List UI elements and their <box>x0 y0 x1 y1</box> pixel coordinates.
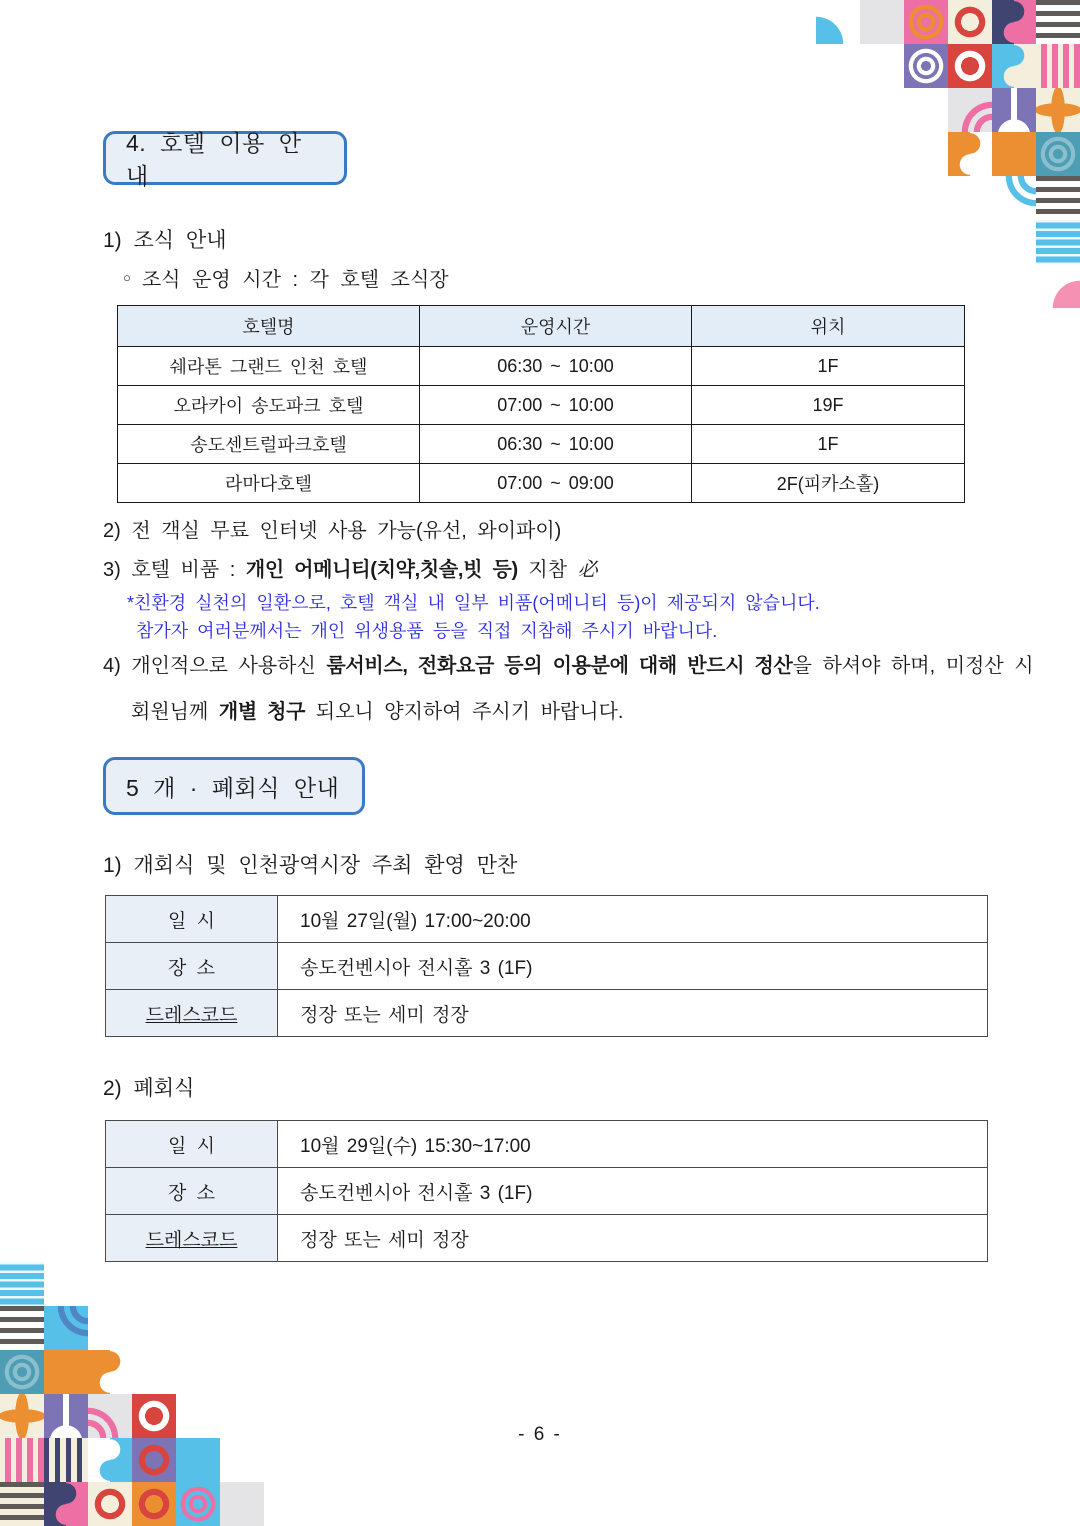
settlement-line2-prefix: 회원님께 <box>131 701 219 723</box>
row-label: 드레스코드 <box>145 1004 238 1026</box>
table-cell: 07:00 ~ 10:00 <box>420 386 692 425</box>
row-value-cell: 정장 또는 세미 정장 <box>278 990 988 1037</box>
mosaic-tile-top-right <box>860 0 904 44</box>
table-cell: 라마다호텔 <box>118 464 420 503</box>
opening-ceremony-table <box>105 895 988 1037</box>
row-label: 일 시 <box>168 1135 215 1157</box>
row-label-cell <box>106 943 278 990</box>
table-cell: 1F <box>692 347 965 386</box>
breakfast-bullet-line <box>123 263 449 292</box>
settlement-line2-bold: 개별 청구 <box>218 701 306 723</box>
row-label: 장 소 <box>168 1182 215 1204</box>
table-cell: 19F <box>692 386 965 425</box>
mosaic-tile-top-right <box>948 0 992 44</box>
row-label-cell <box>106 1215 278 1262</box>
table-row <box>106 896 988 943</box>
mosaic-tile-bottom-left <box>44 1306 88 1350</box>
table-cell: 06:30 ~ 10:00 <box>420 347 692 386</box>
table-row <box>118 347 965 386</box>
mosaic-tile-top-right <box>1036 132 1080 176</box>
settlement-item-line1 <box>103 649 1034 678</box>
table-row <box>106 990 988 1037</box>
row-value-cell: 송도컨벤시아 전시홀 3 (1F) <box>278 943 988 990</box>
mosaic-tile-top-right <box>1036 0 1080 44</box>
breakfast-col-header: 호텔명 <box>118 306 420 347</box>
amenity-item-prefix: 3) 호텔 비품 : <box>103 559 246 581</box>
breakfast-bullet-text: 조식 운영 시간 : 각 호텔 조식장 <box>141 269 449 291</box>
mosaic-tile-bottom-left <box>88 1350 132 1394</box>
row-label: 일 시 <box>168 910 215 932</box>
section5-title: 5 개 · 폐회식 안내 <box>126 774 340 801</box>
mosaic-tile-bottom-left <box>0 1262 44 1306</box>
opening-ceremony-heading: 1) 개회식 및 인천광역시장 주최 환영 만찬 <box>103 854 518 877</box>
amenity-item-suffix: 지참 <box>517 559 578 581</box>
table-cell: 07:00 ~ 09:00 <box>420 464 692 503</box>
mosaic-tile-top-right <box>992 44 1036 88</box>
mosaic-tile-bottom-left <box>0 1350 44 1394</box>
closing-ceremony-heading: 2) 폐회식 <box>103 1077 195 1100</box>
section4-title-box <box>103 130 347 189</box>
mosaic-tile-top-right <box>904 44 948 88</box>
mosaic-tile-top-right <box>1036 220 1080 264</box>
row-value-cell: 정장 또는 세미 정장 <box>278 1215 988 1262</box>
mosaic-tile-bottom-left <box>220 1482 264 1526</box>
settlement-item-line2 <box>131 695 623 724</box>
table-row <box>106 943 988 990</box>
table-row <box>118 386 965 425</box>
section5-title-box <box>103 757 365 815</box>
mosaic-tile-top-right <box>992 176 1036 220</box>
table-cell: 1F <box>692 425 965 464</box>
settlement-mid: 을 하셔야 하며, 미정산 시 <box>792 655 1034 677</box>
mosaic-tile-bottom-left <box>0 1306 44 1350</box>
mosaic-tile-top-right <box>992 132 1036 176</box>
table-row <box>118 425 965 464</box>
row-label-cell <box>106 1168 278 1215</box>
row-label: 장 소 <box>168 957 215 979</box>
table-cell: 송도센트럴파크호텔 <box>118 425 420 464</box>
hanja-required: 必 <box>577 559 598 581</box>
mosaic-tile-top-right <box>992 0 1036 44</box>
mosaic-tile-bottom-left <box>0 1482 44 1526</box>
row-value-cell: 송도컨벤시아 전시홀 3 (1F) <box>278 1168 988 1215</box>
table-row <box>106 1121 988 1168</box>
mosaic-tile-top-right <box>816 0 860 44</box>
table-row <box>106 1215 988 1262</box>
mosaic-tile-top-right <box>992 88 1036 132</box>
row-label: 드레스코드 <box>145 1229 238 1251</box>
table-row <box>118 464 965 503</box>
mosaic-tile-bottom-left <box>44 1482 88 1526</box>
settlement-bold: 룸서비스, 전화요금 등의 이용분에 대해 반드시 정산 <box>326 655 793 677</box>
mosaic-tile-bottom-left <box>44 1350 88 1394</box>
row-label-cell <box>106 990 278 1037</box>
breakfast-col-header: 위치 <box>692 306 965 347</box>
mosaic-tile-bottom-left <box>88 1482 132 1526</box>
circle-bullet-icon: ○ <box>123 270 131 285</box>
mosaic-tile-bottom-left <box>176 1482 220 1526</box>
closing-ceremony-table <box>105 1120 988 1262</box>
mosaic-tile-top-right <box>1036 88 1080 132</box>
settlement-prefix: 4) 개인적으로 사용하신 <box>103 655 327 677</box>
eco-note-line2: 참가자 여러분께서는 개인 위생용품 등을 직접 지참해 주시기 바랍니다. <box>136 621 718 641</box>
row-label-cell <box>106 896 278 943</box>
mosaic-tile-top-right <box>1036 44 1080 88</box>
mosaic-tile-top-right <box>1036 264 1080 308</box>
table-cell: 오라카이 송도파크 호텔 <box>118 386 420 425</box>
page-number: - 6 - <box>518 1424 562 1445</box>
row-label-cell <box>106 1121 278 1168</box>
amenity-item <box>103 553 598 582</box>
mosaic-tile-bottom-left <box>132 1482 176 1526</box>
internet-item: 2) 전 객실 무료 인터넷 사용 가능(유선, 와이파이) <box>103 520 562 542</box>
eco-note-line1: *친환경 실천의 일환으로, 호텔 객실 내 일부 비품(어메니티 등)이 제공되지 않습니다. <box>127 593 820 613</box>
breakfast-col-header: 운영시간 <box>420 306 692 347</box>
mosaic-tile-top-right <box>1036 176 1080 220</box>
eco-note <box>127 589 820 645</box>
breakfast-table-header-row <box>118 306 965 347</box>
amenity-item-bold: 개인 어메니티(치약,칫솔,빗 등) <box>245 559 518 581</box>
table-row <box>106 1168 988 1215</box>
breakfast-heading: 1) 조식 안내 <box>103 229 227 252</box>
table-cell: 2F(피카소홀) <box>692 464 965 503</box>
table-cell: 06:30 ~ 10:00 <box>420 425 692 464</box>
mosaic-tile-top-right <box>948 44 992 88</box>
table-cell: 쉐라톤 그랜드 인천 호텔 <box>118 347 420 386</box>
row-value-cell: 10월 29일(수) 15:30~17:00 <box>278 1121 988 1168</box>
breakfast-table <box>117 305 965 503</box>
mosaic-tile-top-right <box>904 0 948 44</box>
section4-title: 4. 호텔 이용 안내 <box>126 130 302 189</box>
mosaic-tile-top-right <box>948 88 992 132</box>
row-value-cell: 10월 27일(월) 17:00~20:00 <box>278 896 988 943</box>
settlement-line2-suffix: 되오니 양지하여 주시기 바랍니다. <box>305 701 624 723</box>
mosaic-tile-top-right <box>948 132 992 176</box>
